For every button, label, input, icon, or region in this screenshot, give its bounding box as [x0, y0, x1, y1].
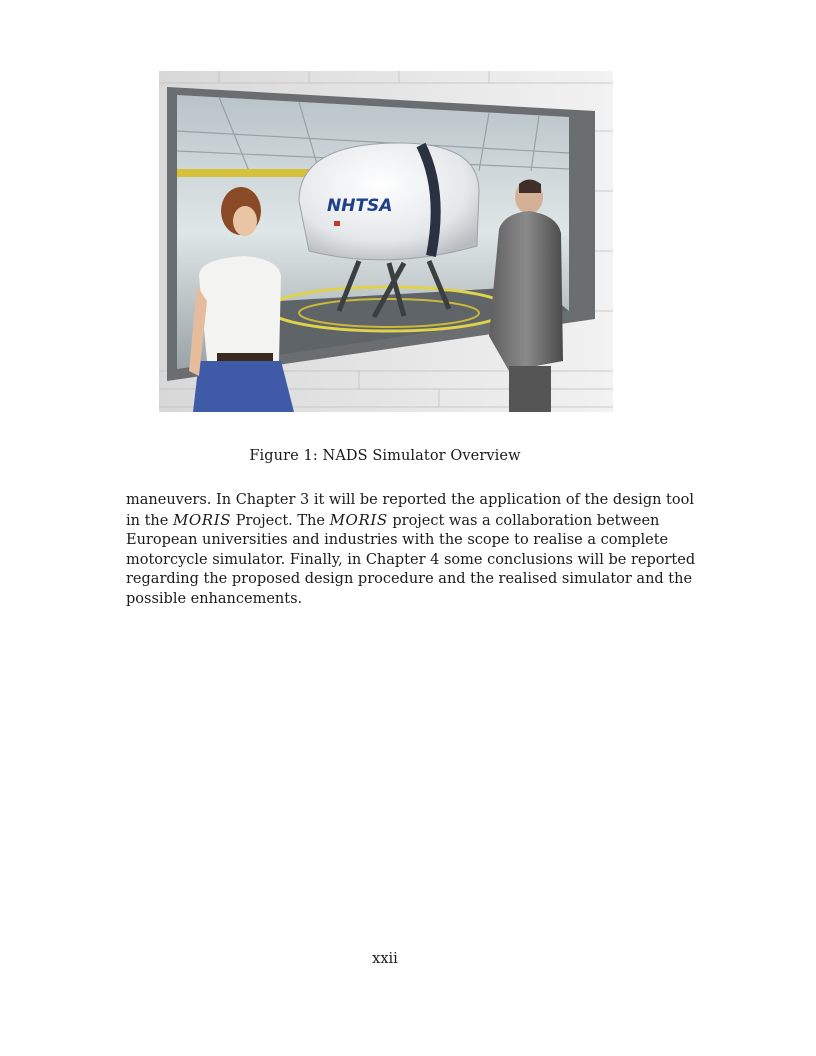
text-line: [126, 570, 693, 590]
text-run: possible enhancements.: [126, 590, 303, 607]
moris-project-name: MORIS: [329, 510, 388, 529]
text-run: project was a collaboration between: [387, 512, 660, 529]
text-line: [126, 491, 694, 511]
dome-logo: NHTSA: [327, 196, 393, 216]
text-run: in the: [126, 512, 173, 529]
nads-simulator-figure: [159, 71, 613, 412]
body-paragraph: [126, 491, 696, 610]
text-run: European universities and industries with the scope to realise a complete: [126, 532, 669, 549]
text-line: [126, 590, 644, 610]
text-run: motorcycle simulator. Finally, in Chapter 4 some conclusions will be reported: [126, 551, 696, 568]
text-line: [126, 510, 660, 532]
page-number: xxii: [372, 951, 398, 967]
text-line: [126, 531, 669, 551]
text-run: Project. The: [231, 512, 330, 529]
text-run: maneuvers. In Chapter 3 it will be reported the application of the design tool: [126, 492, 694, 508]
simulator-illustration: [159, 71, 613, 412]
moris-project-name: MORIS: [172, 510, 232, 529]
text-run: regarding the proposed design procedure and the realised simulator and the: [126, 571, 693, 588]
text-line: [126, 551, 696, 571]
figure-caption: Figure 1: NADS Simulator Overview: [249, 448, 521, 464]
